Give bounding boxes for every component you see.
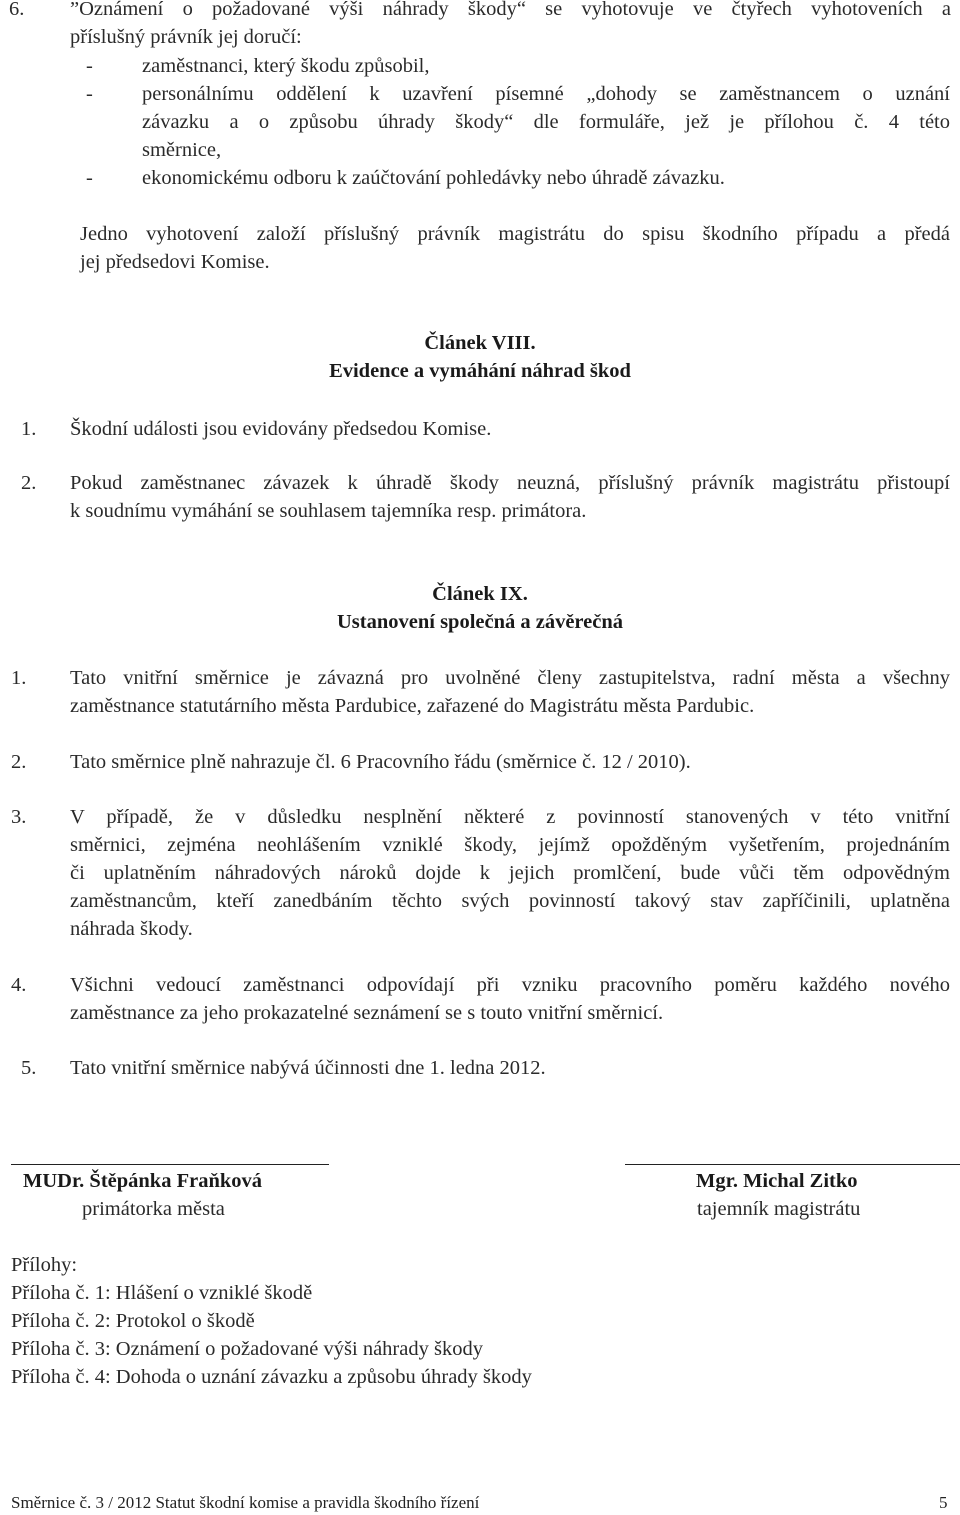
article-8-heading: Článek VIII.: [424, 332, 536, 354]
footer-document-title: Směrnice č. 3 / 2012 Statut škodní komise a pravidla škodního řízení: [11, 1493, 480, 1512]
attachment-item: Příloha č. 4: Dohoda o uznání závazku a způsobu úhrady škody: [11, 1366, 532, 1388]
list-item: ekonomickému odboru k zaúčtování pohledávky nebo úhradě závazku.: [142, 167, 725, 189]
signatory-title-left: primátorka města: [82, 1198, 225, 1220]
paragraph-line: náhrada škody.: [70, 918, 193, 940]
item-number: 2.: [21, 472, 37, 494]
paragraph-line: Pokud zaměstnanec závazek k úhradě škody neuzná, příslušný právník magistrátu přistoupí: [70, 472, 950, 494]
item-number: 1.: [11, 667, 27, 689]
list-dash: -: [86, 167, 93, 189]
list-item: závazku a o způsobu úhrady škody“ dle formuláře, jež je přílohou č. 4 této: [142, 111, 950, 133]
list-item: personálnímu oddělení k uzavření písemné „dohody se zaměstnancem o uznání: [142, 83, 950, 105]
signature-line-right: [625, 1164, 960, 1165]
item-number: 6.: [9, 0, 25, 20]
attachment-item: Příloha č. 1: Hlášení o vzniklé škodě: [11, 1282, 313, 1304]
paragraph-line: směrnici, zejména neohlášením vzniklé škody, jejímž opožděným vyšetřením, projednáním: [70, 834, 950, 856]
signatory-name-right: Mgr. Michal Zitko: [696, 1170, 858, 1192]
paragraph-line: jej předsedovi Komise.: [80, 251, 270, 273]
paragraph-line: ”Oznámení o požadované výši náhrady škody“ se vyhotovuje ve čtyřech vyhotoveních a: [70, 0, 951, 20]
page-number: 5: [939, 1493, 948, 1512]
paragraph-line: Tato vnitřní směrnice je závazná pro uvolněné členy zastupitelstva, radní města a všechny: [70, 667, 950, 689]
list-dash: -: [86, 55, 93, 77]
paragraph-line: Jedno vyhotovení založí příslušný právník magistrátu do spisu škodního případu a předá: [80, 223, 950, 245]
paragraph-line: Všichni vedoucí zaměstnanci odpovídají při vzniku pracovního poměru každého nového: [70, 974, 950, 996]
article-9-subheading: Ustanovení společná a závěrečná: [336, 611, 624, 633]
item-number: 5.: [21, 1057, 37, 1079]
item-number: 4.: [11, 974, 27, 996]
attachment-item: Příloha č. 3: Oznámení o požadované výši náhrady škody: [11, 1338, 483, 1360]
attachment-item: Příloha č. 2: Protokol o škodě: [11, 1310, 255, 1332]
list-item: zaměstnanci, který škodu způsobil,: [142, 55, 430, 77]
attachments-heading: Přílohy:: [11, 1254, 78, 1276]
paragraph-line: k soudnímu vymáhání se souhlasem tajemníka resp. primátora.: [70, 500, 587, 522]
paragraph-line: zaměstnance za jeho prokazatelné seznámení se s touto vnitřní směrnicí.: [70, 1002, 664, 1024]
signature-line-left: [11, 1164, 329, 1165]
item-number: 1.: [21, 418, 37, 440]
list-dash: -: [86, 83, 93, 105]
paragraph-line: V případě, že v důsledku nesplnění některé z povinností stanovených v této vnitřní: [70, 806, 950, 828]
paragraph-line: zaměstnancům, kteří zanedbáním těchto svých povinností takový stav zapříčinili, uplatněna: [70, 890, 950, 912]
paragraph-line: Škodní události jsou evidovány předsedou Komise.: [70, 418, 492, 440]
item-number: 2.: [11, 751, 27, 773]
article-9-heading: Článek IX.: [432, 583, 528, 605]
signatory-name-left: MUDr. Štěpánka Fraňková: [23, 1170, 263, 1192]
paragraph-line: či uplatněním náhradových nároků dojde k jejich promlčení, bude vůči těm odpovědným: [70, 862, 950, 884]
article-8-subheading: Evidence a vymáhání náhrad škod: [329, 360, 631, 382]
paragraph-line: zaměstnance statutárního města Pardubice, zařazené do Magistrátu města Pardubic.: [70, 695, 755, 717]
paragraph-line: Tato vnitřní směrnice nabývá účinnosti dne 1. ledna 2012.: [70, 1057, 546, 1079]
paragraph-line: Tato směrnice plně nahrazuje čl. 6 Pracovního řádu (směrnice č. 12 / 2010).: [70, 751, 691, 773]
paragraph-line: příslušný právník jej doručí:: [70, 26, 302, 48]
signatory-title-right: tajemník magistrátu: [697, 1198, 861, 1220]
list-item: směrnice,: [142, 139, 222, 161]
item-number: 3.: [11, 806, 27, 828]
